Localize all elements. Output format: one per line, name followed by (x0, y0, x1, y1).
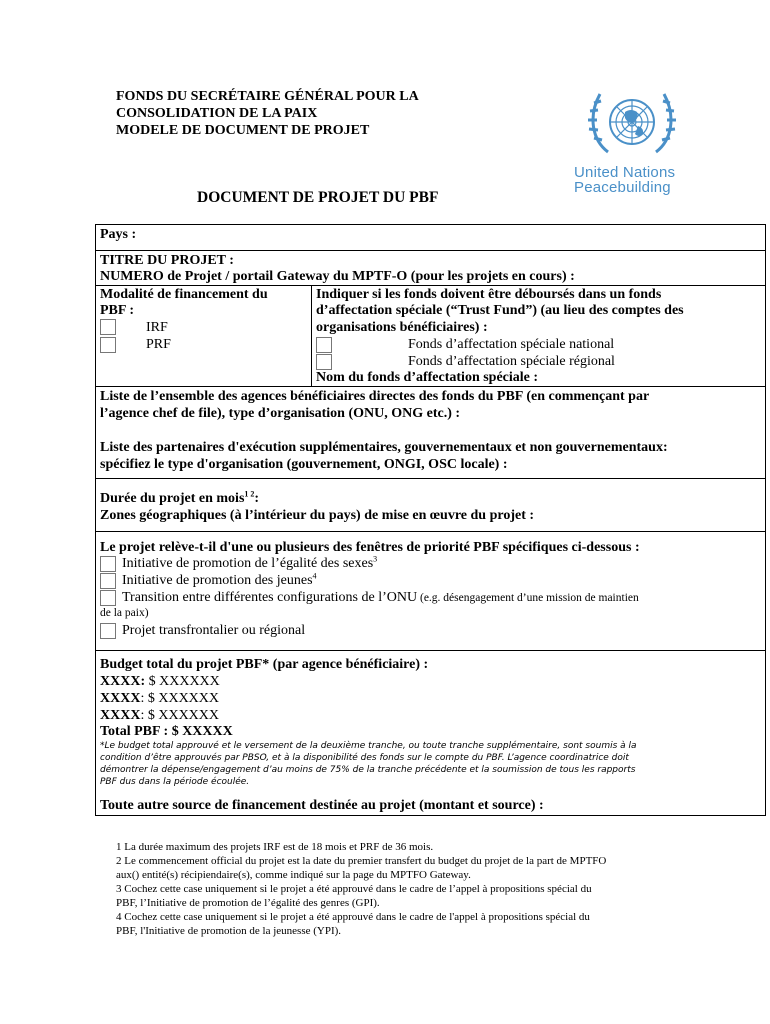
budget-note-line-3: démontrer la dépense/engagement d’au moins de 75% de la tranche précédente et la soumission de tous les rapports (100, 765, 636, 775)
budget-note-line-1: *Le budget total approuvé et le versement de la deuxième tranche, ou toute tranche supplémentaire, sont soumis à la (100, 741, 637, 751)
budget-amount: : $ XXXXXX (140, 691, 220, 706)
fonds-regional-label: Fonds d’affectation spéciale régional (408, 354, 615, 369)
column-divider (311, 285, 312, 386)
transition-example: (e.g. désengagement d’une mission de maintien (417, 592, 639, 604)
irf-label: IRF (146, 320, 168, 335)
egalite-footnote-ref: 3 (373, 554, 378, 564)
liste-agences-label-1: Liste de l’ensemble des agences bénéficiaires directes des fonds du PBF (en commençant par (100, 389, 650, 404)
transition-label (122, 589, 639, 607)
row-divider (95, 650, 766, 651)
nom-fonds-label: Nom du fonds d’affectation spéciale : (316, 370, 539, 385)
liste-partenaires-label-1: Liste des partenaires d'exécution supplémentaires, gouvernementaux et non gouvernementaux: (100, 440, 668, 455)
row-divider (95, 250, 766, 251)
titre-label: TITRE DU PROJET : (100, 253, 234, 268)
footnote-4-line-2: PBF, l'Initiative de promotion de la jeunesse (YPI). (116, 925, 342, 937)
indiquer-label-3: organisations bénéficiaires) : (316, 320, 488, 335)
header-line-3: MODELE DE DOCUMENT DE PROJET (116, 123, 370, 138)
footnote-1: 1 La durée maximum des projets IRF est de 18 mois et PRF de 36 mois. (116, 841, 434, 853)
budget-note-line-4: PBF dus dans la période écoulée. (100, 777, 250, 787)
egalite-label (122, 555, 377, 572)
modalite-label-1: Modalité de financement du (100, 287, 268, 302)
pays-label: Pays : (100, 227, 137, 242)
jeunes-label (122, 572, 317, 589)
duree-label (100, 490, 259, 507)
fenetres-label: Le projet relève-t-il d'une ou plusieurs des fenêtres de priorité PBF spécifiques ci-dessous : (100, 540, 640, 555)
numero-label: NUMERO de Projet / portail Gateway du MPTF-O (pour les projets en cours) : (100, 269, 575, 284)
indiquer-label-2: d’affectation spéciale (“Trust Fund”) (au lieu des comptes des (316, 303, 684, 318)
budget-row (100, 707, 219, 724)
budget-amount: $ XXXXXX (145, 674, 220, 689)
document-header (116, 88, 419, 139)
row-divider (95, 386, 766, 387)
document-title: DOCUMENT DE PROJET DU PBF (197, 189, 439, 206)
total-pbf: Total PBF : $ XXXXX (100, 724, 233, 739)
footnote-2-line-1: 2 Le commencement official du projet est la date du premier transfert du budget du projet de la part de MPTFO (116, 855, 607, 867)
transfrontalier-checkbox[interactable] (100, 623, 116, 639)
header-line-1: FONDS DU SECRÉTAIRE GÉNÉRAL POUR LA (116, 89, 419, 104)
duree-text: Durée du projet en mois (100, 491, 245, 506)
irf-checkbox[interactable] (100, 319, 116, 335)
logo-text-line-1: United Nations (574, 164, 676, 181)
footnote-3-line-2: PBF, l’Initiative de promotion de l’égalité des genres (GPI). (116, 897, 380, 909)
budget-code: XXXX (100, 708, 141, 723)
budget-row (100, 690, 219, 707)
footnote-2-line-2: aux() entité(s) récipiendaire(s), comme indiqué sur la page du MPTFO Gateway. (116, 869, 471, 881)
transfrontalier-label: Projet transfrontalier ou régional (122, 623, 306, 638)
jeunes-footnote-ref: 4 (312, 571, 317, 581)
budget-code: XXXX (100, 691, 141, 706)
budget-note-line-2: condition d’être approuvés par PBSO, et à la disponibilité des fonds sur le compte du PBF. L’agence coordinatrice doit (100, 753, 629, 763)
row-divider (95, 478, 766, 479)
logo-text-line-2: Peacebuilding (574, 179, 671, 196)
prf-checkbox[interactable] (100, 337, 116, 353)
transition-text: Transition entre différentes configurations de l’ONU (122, 590, 418, 605)
liste-partenaires-label-2: spécifiez le type d'organisation (gouvernement, ONGI, OSC locale) : (100, 457, 508, 472)
budget-title: Budget total du projet PBF* (par agence bénéficiaire) : (100, 657, 429, 672)
un-peacebuilding-logo (570, 80, 694, 200)
footnote-3-line-1: 3 Cochez cette case uniquement si le projet a été approuvé dans le cadre de l’appel à propositions spécial du (116, 883, 592, 895)
duree-colon: : (254, 491, 260, 506)
header-line-2: CONSOLIDATION DE LA PAIX (116, 106, 318, 121)
egalite-text: Initiative de promotion de l’égalité des sexes (122, 556, 374, 571)
un-emblem-icon (570, 80, 694, 166)
prf-label: PRF (146, 337, 171, 352)
footnote-4-line-1: 4 Cochez cette case uniquement si le projet a été approuvé dans le cadre de l'appel à propositions spécial du (116, 911, 590, 923)
liste-agences-label-2: l’agence chef de file), type d’organisation (ONU, ONG etc.) : (100, 406, 461, 421)
budget-amount: : $ XXXXXX (140, 708, 220, 723)
budget-row (100, 673, 220, 690)
duree-footnote-ref: 1 2 (244, 489, 255, 499)
fonds-regional-checkbox[interactable] (316, 354, 332, 370)
modalite-label-2: PBF : (100, 303, 135, 318)
zones-label: Zones géographiques (à l’intérieur du pays) de mise en œuvre du projet : (100, 508, 535, 523)
transition-label-2: de la paix) (100, 607, 149, 619)
indiquer-label-1: Indiquer si les fonds doivent être déboursés dans un fonds (316, 287, 662, 302)
egalite-checkbox[interactable] (100, 556, 116, 572)
jeunes-text: Initiative de promotion des jeunes (122, 573, 313, 588)
fonds-national-label: Fonds d’affectation spéciale national (408, 337, 615, 352)
fonds-national-checkbox[interactable] (316, 337, 332, 353)
transition-checkbox[interactable] (100, 590, 116, 606)
jeunes-checkbox[interactable] (100, 573, 116, 589)
row-divider (95, 531, 766, 532)
budget-code: XXXX: (100, 674, 146, 689)
autre-source-label: Toute autre source de financement destinée au projet (montant et source) : (100, 798, 544, 813)
